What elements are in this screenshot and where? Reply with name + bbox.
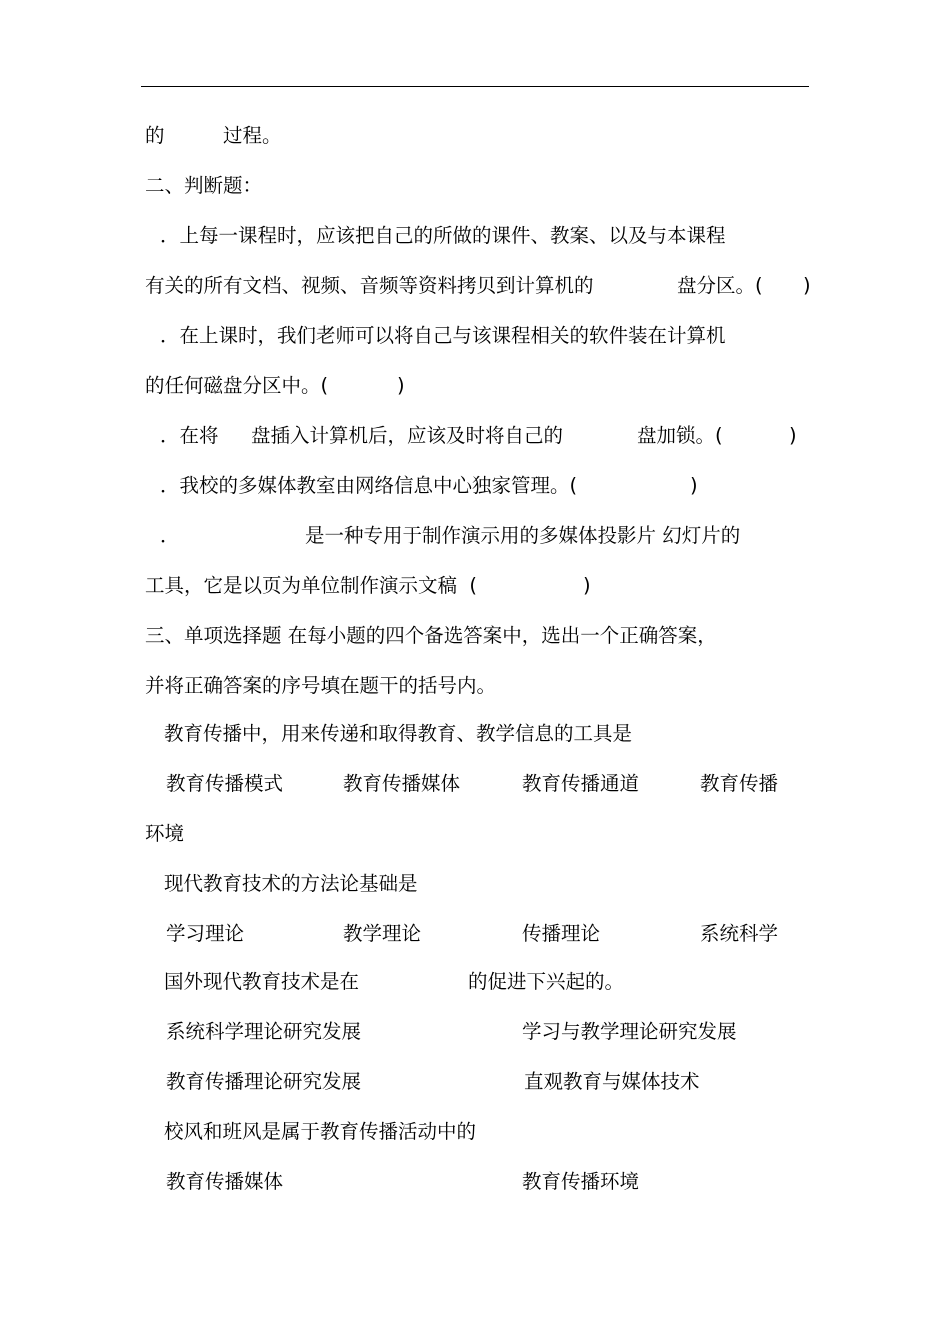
section-heading: 三、单项选择题 在每小题的四个备选答案中，选出一个正确答案，: [145, 624, 717, 647]
question-text: 的任何磁盘分区中。(: [145, 374, 329, 397]
mc-stem: 教育传播中，用来传递和取得教育、教学信息的工具是: [164, 722, 633, 745]
mc-stem: 的促进下兴起的。: [468, 970, 625, 993]
answer-bracket: ): [690, 474, 698, 497]
mc-option: 教育传播环境: [522, 1170, 640, 1193]
question-text: 是一种专用于制作演示用的多媒体投影片 幻灯片的: [305, 524, 741, 547]
mc-option: 教育传播: [700, 772, 779, 795]
mc-option: 教学理论: [343, 922, 422, 945]
answer-bracket: ): [803, 274, 811, 297]
question-text: 盘分区。(: [677, 274, 763, 297]
mc-option: 教育传播通道: [522, 772, 640, 795]
question-text: 盘插入计算机后，应该及时将自己的: [251, 424, 564, 447]
mc-option: 教育传播模式: [166, 772, 284, 795]
mc-option: 学习与教学理论研究发展: [522, 1020, 737, 1043]
section-heading: 并将正确答案的序号填在题干的括号内。: [145, 674, 497, 697]
mc-option: 教育传播理论研究发展: [166, 1070, 362, 1093]
answer-bracket: ): [583, 574, 591, 597]
question-text: ．在上课时，我们老师可以将自己与该课程相关的软件装在计算机: [160, 324, 726, 347]
question-text: ．: [160, 524, 180, 547]
section-heading: 二、判断题：: [145, 174, 263, 197]
text-line: 过程。: [223, 124, 282, 147]
answer-bracket: ): [789, 424, 797, 447]
mc-option: 传播理论: [522, 922, 601, 945]
question-text: ．在将: [160, 424, 219, 447]
mc-option: 环境: [145, 822, 185, 845]
mc-option: 学习理论: [166, 922, 245, 945]
header-rule: [141, 86, 809, 87]
question-text: ．我校的多媒体教室由网络信息中心独家管理。(: [160, 474, 578, 497]
question-text: ．上每一课程时，应该把自己的所做的课件、教案、以及与本课程: [160, 224, 726, 247]
question-text: 工具，它是以页为单位制作演示文稿 (: [145, 574, 478, 597]
answer-bracket: ): [397, 374, 405, 397]
text-line: 的: [145, 124, 165, 147]
mc-stem: 现代教育技术的方法论基础是: [164, 872, 418, 895]
mc-stem: 校风和班风是属于教育传播活动中的: [164, 1120, 477, 1143]
mc-option: 教育传播媒体: [166, 1170, 284, 1193]
mc-option: 直观教育与媒体技术: [524, 1070, 700, 1093]
mc-option: 系统科学: [700, 922, 779, 945]
question-text: 盘加锁。(: [637, 424, 723, 447]
mc-option: 系统科学理论研究发展: [166, 1020, 362, 1043]
mc-option: 教育传播媒体: [343, 772, 461, 795]
question-text: 有关的所有文档、视频、音频等资料拷贝到计算机的: [145, 274, 594, 297]
mc-stem: 国外现代教育技术是在: [164, 970, 360, 993]
